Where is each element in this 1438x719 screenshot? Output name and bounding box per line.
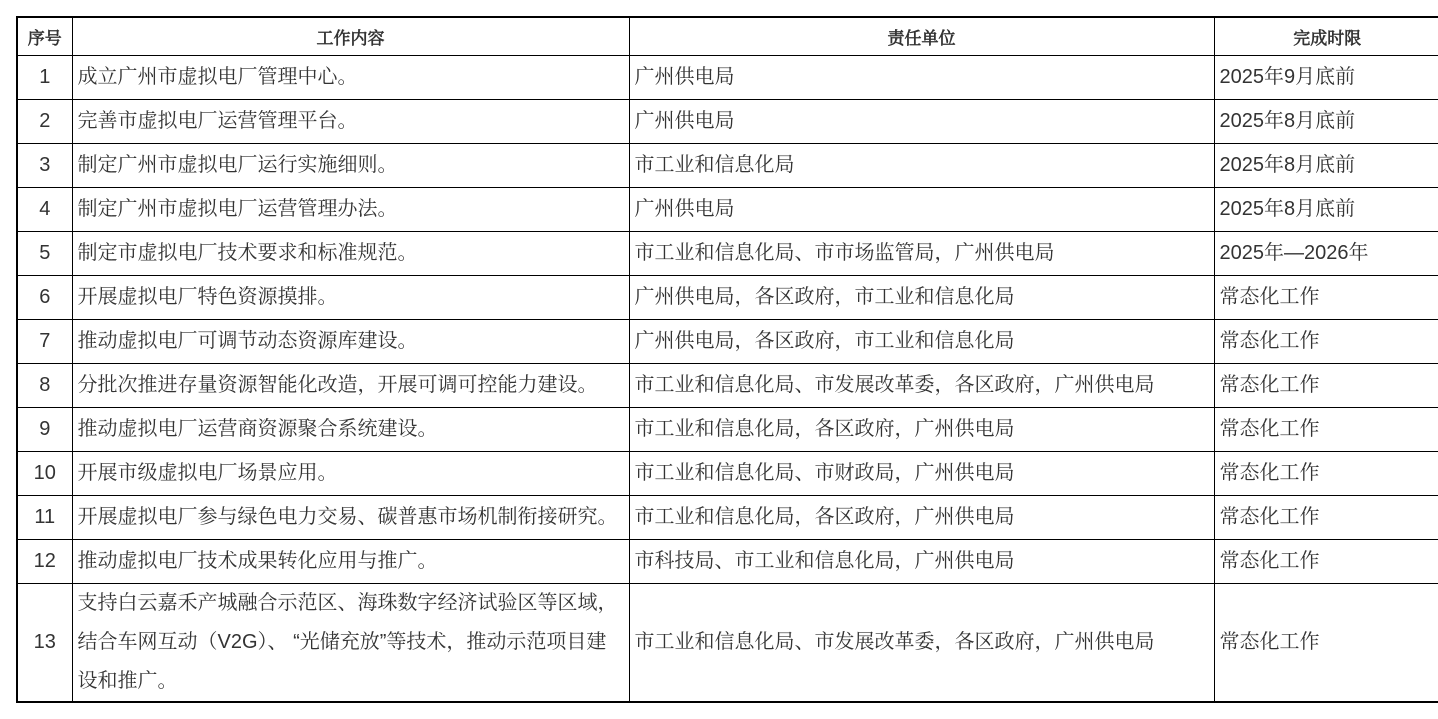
cell-deadline: 2025年8月底前: [1214, 187, 1438, 231]
cell-work-content: 开展虚拟电厂参与绿色电力交易、碳普惠市场机制衔接研究。: [72, 495, 629, 539]
cell-work-content: 推动虚拟电厂可调节动态资源库建设。: [72, 319, 629, 363]
cell-deadline: 常态化工作: [1214, 583, 1438, 702]
table-row: [17, 319, 1438, 363]
cell-seq-number: 3: [17, 143, 72, 187]
cell-deadline: 常态化工作: [1214, 363, 1438, 407]
table-row: [17, 495, 1438, 539]
cell-deadline: 2025年9月底前: [1214, 55, 1438, 99]
table-row: [17, 275, 1438, 319]
table-row: [17, 583, 1438, 702]
cell-seq-number: 7: [17, 319, 72, 363]
work-plan-table: [16, 16, 1438, 703]
table-row: [17, 143, 1438, 187]
cell-responsible-unit: 市科技局、市工业和信息化局，广州供电局: [629, 539, 1214, 583]
cell-responsible-unit: 广州供电局，各区政府，市工业和信息化局: [629, 319, 1214, 363]
cell-responsible-unit: 广州供电局: [629, 187, 1214, 231]
table-row: [17, 187, 1438, 231]
cell-work-content: 制定广州市虚拟电厂运营管理办法。: [72, 187, 629, 231]
table-row: [17, 231, 1438, 275]
cell-responsible-unit: 市工业和信息化局、市发展改革委，各区政府，广州供电局: [629, 363, 1214, 407]
cell-seq-number: 5: [17, 231, 72, 275]
cell-seq-number: 10: [17, 451, 72, 495]
cell-deadline: 2025年8月底前: [1214, 99, 1438, 143]
header-deadline: 完成时限: [1214, 17, 1438, 55]
cell-responsible-unit: 市工业和信息化局，各区政府，广州供电局: [629, 407, 1214, 451]
cell-seq-number: 13: [17, 583, 72, 702]
cell-seq-number: 4: [17, 187, 72, 231]
cell-seq-number: 6: [17, 275, 72, 319]
table-row: [17, 99, 1438, 143]
cell-responsible-unit: 市工业和信息化局、市财政局，广州供电局: [629, 451, 1214, 495]
cell-deadline: 常态化工作: [1214, 451, 1438, 495]
cell-deadline: 2025年—2026年: [1214, 231, 1438, 275]
table-row: [17, 451, 1438, 495]
cell-work-content: 开展市级虚拟电厂场景应用。: [72, 451, 629, 495]
cell-responsible-unit: 广州供电局，各区政府，市工业和信息化局: [629, 275, 1214, 319]
cell-work-content: 完善市虚拟电厂运营管理平台。: [72, 99, 629, 143]
header-responsible-unit: 责任单位: [629, 17, 1214, 55]
cell-seq-number: 12: [17, 539, 72, 583]
table-row: [17, 55, 1438, 99]
cell-responsible-unit: 广州供电局: [629, 99, 1214, 143]
cell-seq-number: 1: [17, 55, 72, 99]
cell-work-content: 制定广州市虚拟电厂运行实施细则。: [72, 143, 629, 187]
cell-work-content: 推动虚拟电厂运营商资源聚合系统建设。: [72, 407, 629, 451]
cell-work-content: 开展虚拟电厂特色资源摸排。: [72, 275, 629, 319]
table-row: [17, 363, 1438, 407]
table-row: [17, 407, 1438, 451]
cell-deadline: 常态化工作: [1214, 539, 1438, 583]
cell-deadline: 常态化工作: [1214, 275, 1438, 319]
cell-seq-number: 2: [17, 99, 72, 143]
cell-deadline: 常态化工作: [1214, 319, 1438, 363]
table-body: [17, 55, 1438, 702]
cell-responsible-unit: 市工业和信息化局，各区政府，广州供电局: [629, 495, 1214, 539]
cell-work-content: 推动虚拟电厂技术成果转化应用与推广。: [72, 539, 629, 583]
cell-deadline: 常态化工作: [1214, 495, 1438, 539]
header-work-content: 工作内容: [72, 17, 629, 55]
header-row: [17, 17, 1438, 55]
cell-work-content: 分批次推进存量资源智能化改造，开展可调可控能力建设。: [72, 363, 629, 407]
cell-deadline: 常态化工作: [1214, 407, 1438, 451]
cell-responsible-unit: 广州供电局: [629, 55, 1214, 99]
cell-work-content: 支持白云嘉禾产城融合示范区、海珠数字经济试验区等区域，结合车网互动（V2G）、 “光储充放”等技术，推动示范项目建设和推广。: [72, 583, 629, 702]
table-header: [17, 17, 1438, 55]
cell-seq-number: 9: [17, 407, 72, 451]
cell-responsible-unit: 市工业和信息化局、市市场监管局，广州供电局: [629, 231, 1214, 275]
table-row: [17, 539, 1438, 583]
cell-seq-number: 11: [17, 495, 72, 539]
cell-deadline: 2025年8月底前: [1214, 143, 1438, 187]
cell-seq-number: 8: [17, 363, 72, 407]
cell-responsible-unit: 市工业和信息化局、市发展改革委，各区政府，广州供电局: [629, 583, 1214, 702]
cell-responsible-unit: 市工业和信息化局: [629, 143, 1214, 187]
cell-work-content: 成立广州市虚拟电厂管理中心。: [72, 55, 629, 99]
cell-work-content: 制定市虚拟电厂技术要求和标准规范。: [72, 231, 629, 275]
header-seq-number: 序号: [17, 17, 72, 55]
